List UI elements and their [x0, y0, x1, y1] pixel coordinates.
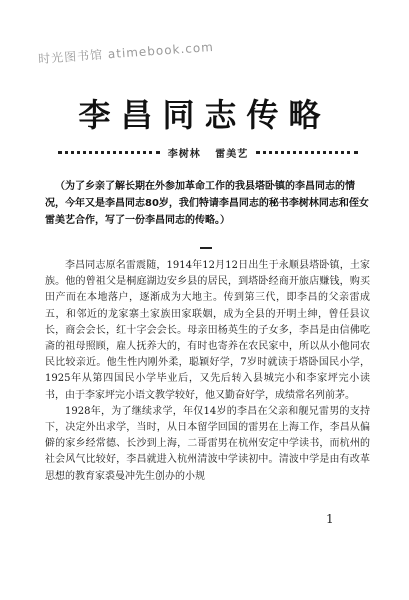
left-decorative-rule — [58, 151, 160, 154]
page-title: 李昌同志传略 — [78, 96, 331, 134]
section-mark — [200, 247, 212, 249]
page-number: 1 — [326, 512, 334, 526]
watermark: 时光图书馆 atimebook.com — [37, 39, 215, 67]
body-paragraph: 1928年，为了继续求学，年仅14岁的李昌在父亲和舰兄雷男的支持下，决定外出求学，当时，从日本留学回国的雷男在上海工作，李昌从偏僻的家乡经常德、长沙到上海，二哥雷男在杭州安定中学读书，而杭州的社会风气比较好，李昌就进入杭州清波中学读初中。清波中学是由有改革思想的教育家裘曼冲先生创办的小规 — [45, 405, 370, 482]
authors — [168, 145, 248, 160]
article-body — [45, 258, 370, 485]
byline — [58, 145, 358, 159]
body-paragraph: 李昌同志原名雷震随，1914年12月12日出生于永顺县塔卧镇，土家族。他的曾祖父是桐庭湖边安乡县的居民，到塔卧经商开旅店赚钱，购买田产而在本地落户，逐渐成为大地主。传到第三代，即李昌的父亲雷成五，和邻近的龙家寨土家族田家联姻，成为全县的开明土绅，曾任县议长，商会会长，红十字会会长。母亲田杨英生的子女多，李昌是由信佛吃斋的祖母照顾，雇人抚养大的，有时也寄养在农民家中，所以从小他同农民比较亲近。他生性内刚外柔，聪颖好学，7岁时就读于塔卧国民小学，1925年从第四国民小学毕业后，又先后转入县城完小和李家坪完小读书，由于李家坪完小语文教学较好，他又勤奋好学，成绩常名列前茅。 — [45, 260, 370, 401]
author-name: 雷美艺 — [215, 148, 249, 160]
right-decorative-rule — [256, 151, 358, 154]
author-name: 李树林 — [167, 148, 201, 160]
editor-preface: （为了乡亲了解长期在外参加革命工作的我县塔卧镇的李昌同志的情况，今年又是李昌同志80岁，我们特请李昌同志的秘书李树林同志和侄女雷美艺合作，写了一份李昌同志的传略。） — [45, 181, 369, 226]
